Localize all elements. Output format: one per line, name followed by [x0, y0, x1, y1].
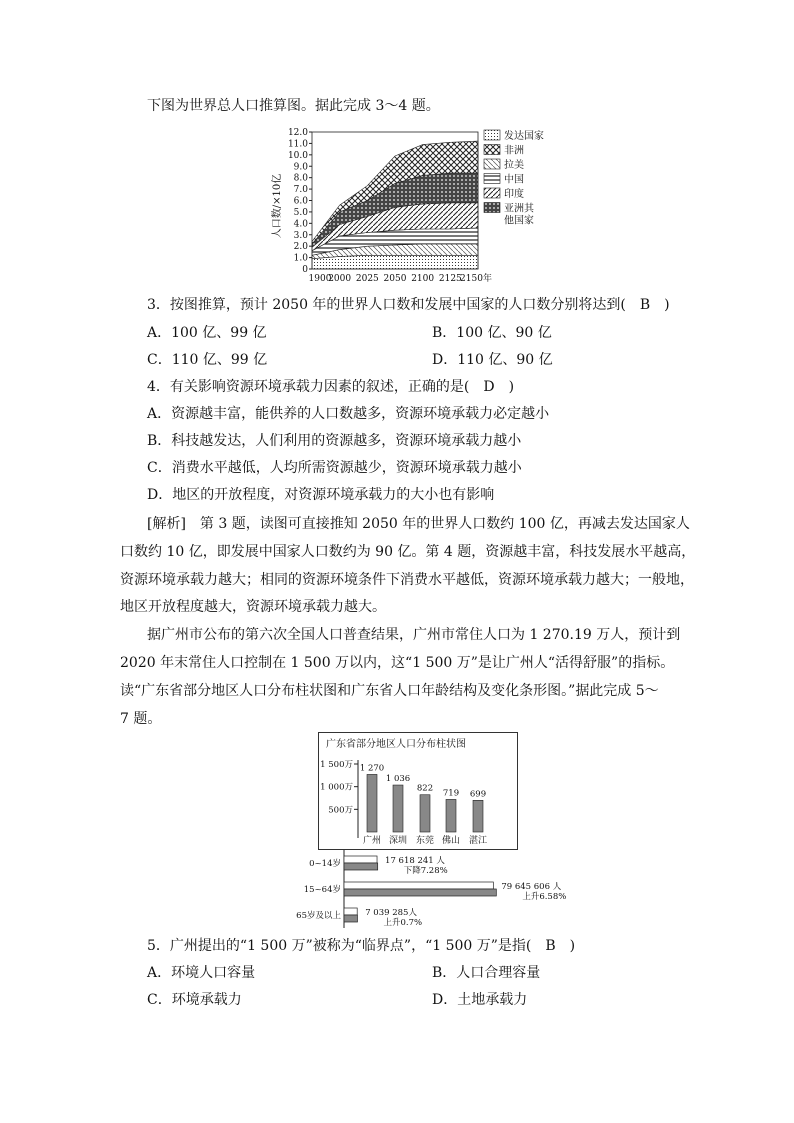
- analysis-line-4: 地区开放程度越大，资源环境承载力越大。: [120, 599, 386, 615]
- q3-option-b[interactable]: B．100 亿、90 亿: [432, 325, 552, 341]
- value-label: 7 039 285人: [365, 908, 417, 918]
- y-tick-label: 7.0: [293, 185, 308, 196]
- chart-title: 广东省部分地区人口分布柱状图: [326, 739, 466, 750]
- x-tick-label: 2025: [355, 274, 379, 284]
- category-label: 湛江: [468, 836, 488, 846]
- area-layers: [312, 141, 478, 269]
- q3-option-c[interactable]: C．110 亿、99 亿: [147, 352, 268, 368]
- y-tick-label: 500万: [328, 805, 353, 816]
- q5-option-d[interactable]: D．土地承载力: [432, 992, 528, 1008]
- q3-option-a[interactable]: A．100 亿、99 亿: [147, 325, 267, 341]
- age-bars: [296, 855, 566, 928]
- category-label: 东莞: [415, 836, 435, 846]
- age-group-label: 65岁及以上: [296, 911, 341, 921]
- change-label: 上升0.7%: [383, 918, 423, 928]
- bar-value-label: 719: [442, 788, 460, 799]
- legend-swatch: [484, 188, 500, 198]
- age-structure-bar-chart: [296, 850, 578, 928]
- legend-label: 非洲: [504, 145, 524, 157]
- world-population-chart: [268, 126, 558, 286]
- bar-value-label: 699: [469, 789, 487, 800]
- x-tick-label: 2125: [438, 274, 462, 284]
- bar-value-label: 822: [416, 783, 434, 794]
- legend-label: 发达国家: [504, 131, 544, 142]
- y-tick-label: 12.0: [287, 128, 308, 138]
- q3-stem: 3．按图推算，预计 2050 年的世界人口数和发展中国家的人口数分别将达到( B ): [147, 297, 670, 313]
- age-group-label: 15~64岁: [303, 885, 341, 895]
- x-tick-label: 2000: [328, 274, 352, 284]
- bar-current: [344, 915, 357, 922]
- analysis-line-3: 资源环境承载力越大；相同的资源环境条件下消费水平越低，资源环境承载力越大；一般地，: [120, 572, 694, 588]
- q4-option-a[interactable]: A．资源越丰富，能供养的人口数越多，资源环境承载力必定越小: [147, 406, 550, 422]
- legend-swatch: [484, 130, 500, 140]
- q4-option-d[interactable]: D．地区的开放程度，对资源环境承载力的大小也有影响: [147, 487, 495, 503]
- intro-5-7-line-4: 7 题。: [120, 711, 162, 727]
- y-tick-label: 4.0: [293, 219, 308, 230]
- legend-swatch: [484, 203, 500, 213]
- change-label: 上升6.58%: [522, 892, 567, 902]
- legend-swatch: [484, 145, 500, 155]
- category-label: 深圳: [388, 836, 408, 846]
- legend-label: 亚洲其: [504, 203, 534, 215]
- x-tick-label: 2150年: [460, 274, 492, 284]
- bar-湛江: [473, 800, 483, 832]
- q5-option-c[interactable]: C．环境承载力: [147, 992, 242, 1008]
- category-label: 佛山: [441, 836, 461, 846]
- value-label: 17 618 241 人: [385, 856, 445, 866]
- intro-5-7-line-3: 读“广东省部分地区人口分布柱状图和广东省人口年龄结构及变化条形图。”据此完成 5～: [120, 683, 659, 699]
- analysis-line-2: 口数约 10 亿，即发展中国家人口数约为 90 亿。第 4 题，资源越丰富，科技发展水平越高，: [120, 544, 696, 560]
- legend-label: 中国: [504, 174, 524, 186]
- y-tick-label: 3.0: [293, 230, 308, 241]
- bar-current: [344, 889, 496, 896]
- age-group-label: 0~14岁: [309, 859, 341, 869]
- category-label: 广州: [362, 836, 382, 846]
- q5-option-a[interactable]: A．环境人口容量: [147, 965, 256, 981]
- y-tick-label: 1 000万: [320, 782, 353, 793]
- legend-label: 他国家: [504, 215, 534, 227]
- y-tick-label: 0: [302, 265, 308, 275]
- q4-stem: 4．有关影响资源环境承载力因素的叙述，正确的是( D ): [147, 379, 515, 395]
- legend: [484, 129, 544, 227]
- intro-5-7-line-2: 2020 年末常住人口控制在 1 500 万以内，这“1 500 万”是让广州人“活得舒服”的指标。: [120, 655, 675, 671]
- y-tick-label: 5.0: [293, 207, 308, 218]
- x-tick-label: 2100: [411, 274, 435, 284]
- legend-label: 拉美: [504, 160, 524, 171]
- area-1: [312, 255, 478, 269]
- bar-past: [344, 856, 377, 863]
- legend-swatch: [484, 174, 500, 184]
- q4-option-c[interactable]: C．消费水平越低，人均所需资源越少，资源环境承载力越小: [147, 460, 522, 476]
- value-label: 79 645 606 人: [501, 882, 562, 892]
- legend-swatch: [484, 159, 500, 169]
- bar-佛山: [446, 799, 456, 832]
- x-tick-label: 2050: [383, 274, 407, 284]
- bar-东莞: [420, 795, 430, 832]
- analysis-line-1: [解析] 第 3 题，读图可直接推知 2050 年的世界人口数约 100 亿，再减去发达国家人: [147, 516, 690, 532]
- y-tick-label: 8.0: [293, 173, 308, 184]
- bar-past: [344, 908, 357, 915]
- x-tick-label: 1900: [308, 274, 332, 284]
- intro-3-4: 下图为世界总人口推算图。据此完成 3～4 题。: [147, 98, 440, 114]
- q4-option-b[interactable]: B．科技越发达，人们利用的资源越多，资源环境承载力越小: [147, 433, 522, 449]
- intro-5-7-line-1: 据广州市公布的第六次全国人口普查结果，广州市常住人口为 1 270.19 万人，预计到: [147, 627, 681, 643]
- y-tick-label: 10.0: [287, 150, 308, 161]
- y-tick-label: 9.0: [293, 162, 308, 173]
- y-tick-label: 11.0: [287, 139, 308, 150]
- change-label: 下降7.28%: [403, 866, 448, 876]
- guangdong-population-bar-chart: [318, 732, 518, 850]
- q5-stem: 5．广州提出的“1 500 万”被称为“临界点”，“1 500 万”是指( B ): [147, 938, 576, 954]
- q5-option-b[interactable]: B．人口合理容量: [432, 965, 541, 981]
- bar-value-label: 1 270: [359, 763, 385, 774]
- bar-广州: [367, 774, 377, 832]
- q3-option-d[interactable]: D．110 亿、90 亿: [432, 352, 553, 368]
- bar-value-label: 1 036: [385, 774, 411, 785]
- bar-past: [344, 882, 493, 889]
- y-tick-label: 1.0: [293, 253, 308, 264]
- y-tick-label: 2.0: [293, 242, 308, 253]
- bar-current: [344, 863, 378, 870]
- legend-label: 印度: [504, 189, 524, 200]
- y-tick-label: 1 500万: [320, 760, 353, 770]
- y-tick-label: 6.0: [293, 196, 308, 207]
- bar-深圳: [393, 785, 403, 832]
- y-axis-label: 人口数/×10亿: [272, 173, 283, 239]
